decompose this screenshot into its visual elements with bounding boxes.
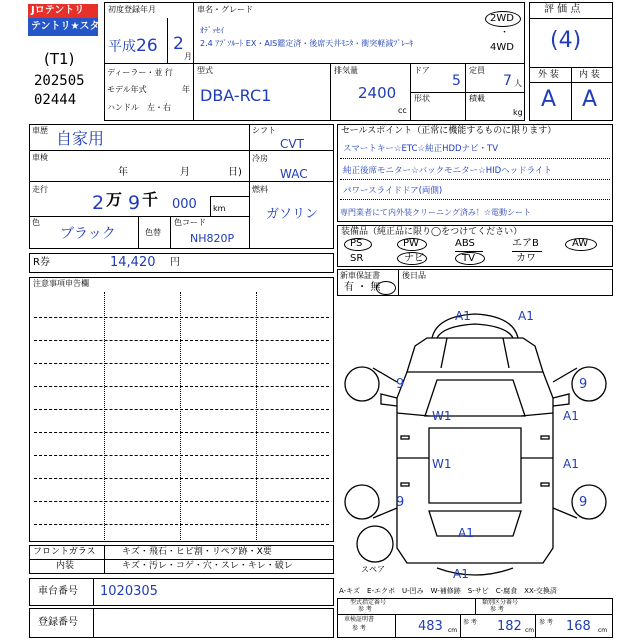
notes-ruled-line [34,524,329,525]
category-label: 類別区分番号 [482,599,519,606]
spare-label: スペア [361,565,385,574]
drive-dot: ・ [500,28,510,38]
mark-wheel-fr: 9 [579,377,588,392]
warranty-label: 新車保証書 [340,271,380,280]
shift-value: CVT [280,137,304,151]
fuel-value: ガソリン [266,207,319,222]
notes-ruled-line [34,409,329,410]
mileage-man-unit: 万 [106,190,123,209]
mileage-sen: 9 [128,192,141,214]
capacity: 7 [503,73,512,89]
color-label: 色 [32,218,40,227]
equip-abs: ABS [455,238,475,249]
equip-aw: AW [572,238,589,249]
door-label: ドア [414,66,430,75]
damage-legend: A-キズ E-エクボ U-凹み W-補修跡 S-サビ C-腐食 XX-交換済 [339,587,557,595]
width-unit: cm [525,627,535,634]
first-reg-era: 平成26 [108,36,158,56]
capacity-unit: 人 [514,79,522,88]
length-label: 車検証明書 [344,616,375,623]
width-value: 182 [497,619,522,634]
height-ref: 参 考 [539,619,553,626]
first-reg-month: 2 [173,34,184,54]
notes-ruled-line [34,386,329,387]
load-label: 積載 [469,94,485,103]
mark-rear-quarter: A1 [458,526,474,540]
stock-number-1: 202505 [34,73,85,89]
first-reg-label: 初度登録年月 [108,5,156,14]
mark-left-rear-door: W1 [432,457,452,471]
drive-4wd: 4WD [490,42,514,53]
doors: 5 [452,73,461,89]
model-designation-ref: 参 考 [358,606,372,613]
fuel-label: 燃料 [252,185,268,194]
interior-cond-items: キズ・汚レ・コゲ・穴・スレ・キレ・破レ [122,561,293,571]
sales-point-4: 専門業者にて内外装クリーニング済み！☆電動シート [340,208,532,217]
sales-point-3: パワースライドドア(両側) [343,186,443,196]
recycle-unit: 円 [170,257,180,268]
equipment-label: 装備品（純正品に限り◯をつけてください） [341,227,523,237]
sales-point-1: スマートキー☆ETC☆純正HDDナビ・TV [343,144,499,154]
width-ref: 参 考 [463,619,477,626]
evaluation-score: (4) [550,28,582,53]
stock-number-2: 02444 [34,92,77,108]
mark-wheel-fl: 9 [396,377,405,392]
notes-ruled-line [34,432,329,433]
exterior-label: 外 装 [538,70,559,80]
name-grade-label: 車名・グレード [197,5,253,14]
chassis-label: 車台番号 [38,586,78,597]
displacement: 2400 [358,84,397,102]
interior-label: 内 装 [579,70,600,80]
mileage-unit: km [213,204,226,213]
notes-ruled-line [34,501,329,502]
evaluation-label: 評 価 点 [544,4,581,15]
category-ref: 参 考 [490,606,504,613]
recycle-box [29,253,334,273]
mileage-rest: 000 [172,197,197,212]
mark-front-right: A1 [518,309,534,323]
month-unit: 月 [184,52,192,61]
logo-bottom: テントリ★スター [28,18,98,36]
later-items-label: 後日品 [402,271,426,280]
warranty-value: 有 ・ 無 [344,282,381,293]
mark-right-front-door: A1 [563,409,579,423]
notes-ruled-line [34,317,329,318]
logo-top: Jロテントリ [28,4,98,18]
recycle-amount: 14,420 [110,255,156,270]
interior-grade: A [582,87,598,112]
stock-code: (T1) [44,50,75,68]
equip-airbag: エアB [512,238,539,249]
front-glass-items: キズ・飛石・ヒビ割・リペア跡・X要 [122,547,272,557]
notes-label: 注意事項申告欄 [33,279,89,288]
aircon-label: 冷房 [252,154,268,163]
capacity-label: 定員 [469,66,485,75]
shape-label: 形状 [414,94,430,103]
equip-navi: ナビ [404,253,424,264]
model-year-label: モデル年式 [107,85,147,94]
drive-2wd: 2WD [490,13,514,24]
usage-label: 車歴 [32,126,48,135]
chassis-value: 1020305 [100,584,158,599]
notes-divider [256,292,257,540]
inspection-label: 車検 [32,153,48,162]
equip-sr: SR [350,253,364,264]
displacement-unit: cc [398,106,407,115]
model-designation-label: 型式指定番号 [350,599,387,606]
handle-label: ハンドル 左・右 [107,103,171,112]
mileage-label: 走行 [32,185,48,194]
notes-ruled-line [34,340,329,341]
length-ref: 参 考 [352,625,366,632]
mileage-sen-unit: 千 [142,190,159,209]
mark-rear-bumper: A1 [453,567,469,581]
load-unit: kg [513,108,523,117]
exterior-grade: A [541,87,557,112]
model-type-label: 型式 [197,66,213,75]
usage-value: 自家用 [56,129,105,148]
notes-ruled-line [34,363,329,364]
mark-front-left: A1 [455,309,471,323]
front-glass-label: フロントガラス [33,547,96,557]
dealer-label: ディーラー・並 行 [107,68,173,77]
sales-points-label: セールスポイント（正常に機能するものに限ります） [341,126,557,136]
inspection-day-unit: 日) [228,167,242,178]
shift-label: シフト [252,126,276,135]
length-unit: cm [448,627,458,634]
mark-wheel-rr: 9 [579,495,588,510]
mark-wheel-rl: 9 [396,495,405,510]
car-damage-diagram [337,298,613,580]
grade: 2.4 ｱﾌﾞｿﾙｰﾄ EX・AIS鑑定済・後席天井ﾓﾆﾀ・衝突軽減ﾌﾞﾚｰｷ [200,39,414,48]
aircon-value: WAC [280,167,308,181]
notes-divider [180,292,181,540]
recycle-label: R券 [33,257,50,268]
equip-leather: カワ [516,253,536,264]
interior-cond-label: 内装 [56,561,75,571]
registration-label: 登録番号 [38,617,78,628]
model-type: DBA-RC1 [200,86,272,105]
equip-pw: PW [403,238,419,249]
length-value: 483 [418,619,443,634]
inspection-year-unit: 年 [118,167,128,178]
color-swap-label: 色替 [145,228,161,237]
equip-tv: TV [462,253,475,264]
sales-point-2: 純正後席モニター☆バックモニター☆HIDヘッドライト [343,166,552,176]
height-unit: cm [598,627,608,634]
displacement-label: 排気量 [334,66,358,75]
mark-left-front-door: W1 [432,409,452,423]
equip-ps: PS [350,238,363,249]
notes-divider [104,292,105,540]
color-value: ブラック [60,226,116,242]
notes-ruled-line [34,455,329,456]
color-code: NH820P [190,232,235,245]
notes-ruled-line [34,478,329,479]
mileage-man: 2 [92,192,105,214]
model-year-unit: 年 [182,85,190,94]
inspection-month-unit: 月 [180,167,190,178]
color-code-label: 色コード [174,218,206,227]
height-value: 168 [566,619,591,634]
mark-right-rear-door: A1 [563,457,579,471]
car-name: ｵﾃﾞｯｾｲ [200,26,224,35]
